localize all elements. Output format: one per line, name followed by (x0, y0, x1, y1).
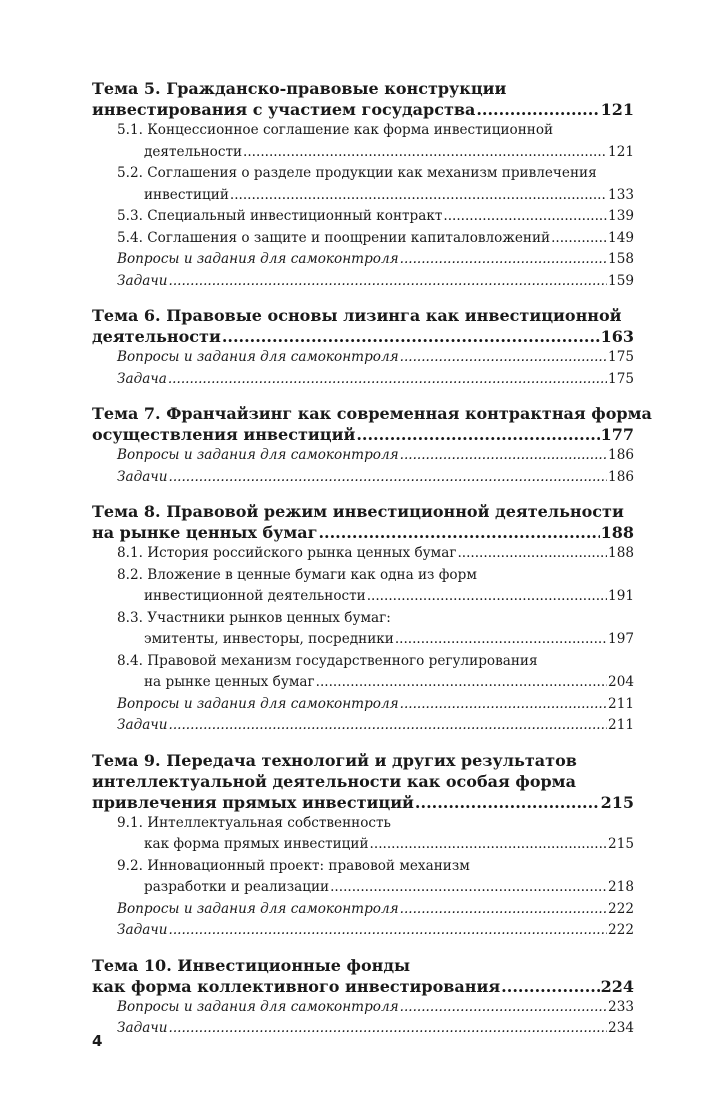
entry-text: 5.4. Соглашения о защите и поощрении капиталовложений (117, 229, 551, 246)
entry-text: Задачи (117, 468, 168, 485)
topic-title-line (92, 976, 634, 997)
toc-extra (92, 1018, 634, 1040)
toc-entry-row (117, 1018, 634, 1040)
toc-topic (92, 501, 634, 737)
topic-title-text: интеллектуальной деятельности как особая форма (92, 771, 576, 791)
entry-page-number: 149 (608, 229, 634, 246)
entry-page-number: 222 (608, 922, 634, 938)
toc-section (92, 163, 634, 206)
topic-page-number: 121 (600, 100, 634, 119)
toc-entry-row (117, 834, 634, 856)
toc-entry-row (117, 715, 634, 737)
entry-text: Задачи (117, 922, 168, 938)
topic-title-line (92, 326, 634, 347)
toc-entry-row (117, 694, 634, 716)
topic-title-line (92, 424, 634, 445)
toc-extra (92, 467, 634, 489)
entry-page-number: 234 (608, 1020, 634, 1036)
toc-section (92, 813, 634, 856)
topic-title-text: осуществления инвестиций (92, 425, 356, 444)
entry-text: Вопросы и задания для самоконтроля (117, 900, 399, 917)
entry-text: инвестиций (144, 186, 229, 203)
dot-leader (501, 976, 599, 997)
entry-page-number: 186 (608, 447, 634, 463)
dot-leader (395, 629, 607, 651)
topic-page-number: 177 (600, 425, 634, 444)
table-of-contents (92, 78, 652, 1040)
entry-text: разработки и реализации (144, 879, 330, 895)
entry-page-number: 211 (608, 695, 634, 712)
entry-page-number: 204 (608, 674, 634, 690)
entry-text: эмитенты, инвесторы, посредники (144, 631, 394, 647)
entry-page-number: 191 (608, 588, 634, 604)
topic-title-line (92, 305, 634, 326)
dot-leader (476, 99, 599, 120)
entry-page-number: 175 (608, 349, 634, 365)
toc-entry-row (117, 629, 634, 651)
topic-title-text: Тема 9. Передача технологий и других результатов (92, 750, 577, 770)
entry-text: как форма прямых инвестиций (144, 836, 369, 852)
toc-section (92, 565, 634, 608)
entry-page-number: 139 (608, 208, 634, 224)
dot-leader (400, 347, 607, 369)
toc-entry-row (117, 543, 634, 565)
entry-page-number: 159 (608, 272, 634, 289)
toc-topic (92, 305, 634, 390)
dot-leader (169, 920, 608, 942)
toc-extra (92, 694, 634, 716)
entry-text: 8.4. Правовой механизм государственного регулирования (117, 652, 538, 669)
entry-page-number: 218 (608, 879, 634, 895)
toc-section (92, 856, 634, 899)
topic-title-text: инвестирования с участием государства (92, 100, 476, 119)
toc-topic (92, 750, 634, 942)
toc-section (92, 120, 634, 163)
dot-leader (169, 467, 608, 489)
dot-leader (330, 877, 607, 899)
entry-text: Задачи (117, 717, 168, 733)
entry-text: 9.2. Инновационный проект: правовой механизм (117, 857, 470, 874)
entry-text: 8.3. Участники рынков ценных бумаг: (117, 609, 391, 626)
entry-text: Вопросы и задания для самоконтроля (117, 447, 399, 463)
entry-text: Вопросы и задания для самоконтроля (117, 998, 399, 1015)
dot-leader (367, 586, 607, 608)
toc-section (92, 543, 634, 565)
dot-leader (230, 185, 607, 207)
entry-text: на рынке ценных бумаг (144, 674, 315, 690)
toc-extra (92, 997, 634, 1019)
entry-page-number: 133 (608, 186, 634, 203)
entry-text: Вопросы и задания для самоконтроля (117, 349, 399, 365)
toc-extra (92, 445, 634, 467)
entry-text: 5.3. Специальный инвестиционный контракт (117, 208, 443, 224)
toc-topic (92, 403, 652, 488)
entry-text: Задачи (117, 272, 168, 289)
entry-text: инвестиционной деятельности (144, 588, 366, 604)
topic-page-number: 224 (600, 976, 634, 996)
toc-entry-row (117, 185, 634, 207)
dot-leader (400, 249, 607, 271)
entry-text: 8.2. Вложение в ценные бумаги как одна из форм (117, 566, 477, 583)
entry-page-number: 158 (608, 251, 634, 267)
entry-text: 5.2. Соглашения о разделе продукции как механизм привлечения (117, 165, 597, 181)
toc-extra (92, 271, 634, 293)
dot-leader (169, 271, 608, 293)
dot-leader (400, 899, 607, 921)
dot-leader (168, 369, 607, 391)
dot-leader (400, 997, 607, 1019)
entry-page-number: 233 (608, 998, 634, 1015)
toc-entry-row (117, 899, 634, 921)
toc-section (92, 228, 634, 250)
topic-title-text: Тема 8. Правовой режим инвестиционной деятельности (92, 502, 624, 521)
dot-leader (169, 715, 608, 737)
toc-section (92, 206, 634, 228)
topic-title-text: привлечения прямых инвестиций (92, 792, 414, 812)
entry-page-number: 188 (608, 545, 634, 561)
toc-extra (92, 715, 634, 737)
topic-title-text: Тема 6. Правовые основы лизинга как инвестиционной (92, 306, 622, 325)
entry-text: Вопросы и задания для самоконтроля (117, 695, 399, 712)
toc-extra (92, 249, 634, 271)
toc-entry-row (117, 920, 634, 942)
topic-title-line (92, 403, 652, 424)
dot-leader (243, 142, 607, 164)
toc-extra (92, 920, 634, 942)
toc-entry-row (117, 206, 634, 228)
dot-leader (222, 326, 600, 347)
dot-leader (551, 228, 607, 250)
entry-text: 8.1. История российского рынка ценных бумаг (117, 545, 457, 561)
dot-leader (443, 206, 607, 228)
entry-text: Вопросы и задания для самоконтроля (117, 251, 399, 267)
dot-leader (370, 834, 608, 856)
entry-page-number: 175 (608, 370, 634, 387)
entry-page-number: 186 (608, 468, 634, 485)
topic-title-line (92, 771, 634, 792)
toc-extra (92, 369, 634, 391)
page-number: 4 (92, 1032, 103, 1050)
entry-page-number: 222 (608, 900, 634, 917)
topic-title-line (92, 99, 634, 120)
toc-entry-row (117, 586, 634, 608)
entry-page-number: 197 (608, 631, 634, 647)
entry-page-number: 121 (608, 143, 634, 160)
toc-extra (92, 347, 634, 369)
topic-page-number: 163 (600, 327, 634, 346)
topic-title-text: Тема 5. Гражданско-правовые конструкции (92, 79, 507, 98)
topic-title-text: Тема 10. Инвестиционные фонды (92, 955, 411, 975)
topic-title-text: деятельности (92, 327, 221, 346)
toc-entry-row (117, 467, 634, 489)
dot-leader (318, 522, 599, 543)
toc-entry-row (117, 228, 634, 250)
toc-entry-row (117, 271, 634, 293)
dot-leader (400, 694, 607, 716)
topic-title-line (92, 78, 634, 99)
toc-entry-row (117, 347, 634, 369)
toc-entry-row (117, 142, 634, 164)
entry-text: 9.1. Интеллектуальная собственность (117, 814, 391, 831)
toc-section (92, 608, 634, 651)
topic-title-text: Тема 7. Франчайзинг как современная контрактная форма (92, 404, 652, 423)
entry-page-number: 211 (608, 717, 634, 733)
dot-leader (169, 1018, 608, 1040)
entry-text: Задача (117, 370, 167, 387)
toc-entry-row (117, 249, 634, 271)
entry-text: 5.1. Концессионное соглашение как форма инвестиционной (117, 122, 554, 138)
topic-page-number: 215 (600, 792, 634, 812)
toc-topic (92, 955, 634, 1040)
topic-title-line (92, 750, 634, 771)
toc-entry-row (117, 369, 634, 391)
dot-leader (400, 445, 607, 467)
toc-entry-row (117, 877, 634, 899)
toc-entry-row (117, 445, 634, 467)
entry-text: деятельности (144, 143, 243, 160)
topic-title-line (92, 792, 634, 813)
toc-entry-row (117, 672, 634, 694)
entry-text: Задачи (117, 1020, 168, 1036)
toc-entry-row (117, 997, 634, 1019)
dot-leader (316, 672, 607, 694)
toc-topic (92, 78, 634, 292)
topic-page-number: 188 (600, 523, 634, 542)
entry-page-number: 215 (608, 836, 634, 852)
dot-leader (457, 543, 607, 565)
dot-leader (415, 792, 600, 813)
topic-title-line (92, 955, 634, 976)
topic-title-line (92, 522, 634, 543)
dot-leader (356, 424, 599, 445)
topic-title-text: на рынке ценных бумаг (92, 523, 318, 542)
topic-title-line (92, 501, 634, 522)
topic-title-text: как форма коллективного инвестирования (92, 976, 501, 996)
toc-section (92, 651, 634, 694)
toc-extra (92, 899, 634, 921)
